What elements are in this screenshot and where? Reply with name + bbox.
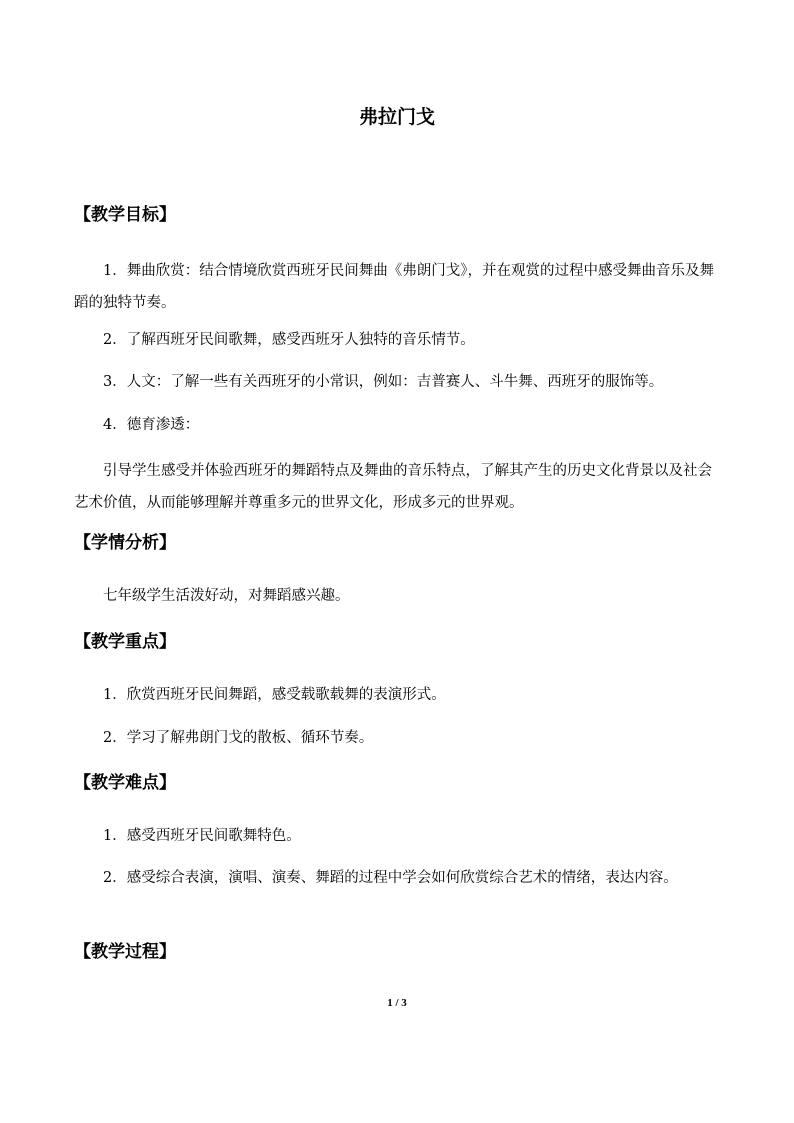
difficulty-item-2: 2．感受综合表演，演唱、演奏、舞蹈的过程中学会如何欣赏综合艺术的情绪，表达内容。: [103, 870, 678, 886]
key-point-item-2: 2．学习了解弗朗门戈的散板、循环节奏。: [103, 730, 374, 746]
page-title: 弗拉门戈: [358, 106, 435, 128]
heading-objectives: 【教学目标】: [74, 205, 176, 225]
objective-item-4-text: 引导学生感受并体验西班牙的舞蹈特点及舞曲的音乐特点，了解其产生的历史文化背景以及社会艺术价值，从而能够理解并尊重多元的世界文化，形成多元的世界观。: [74, 463, 712, 511]
analysis-text: 七年级学生活泼好动，对舞蹈感兴趣。: [103, 588, 350, 604]
heading-analysis: 【学情分析】: [74, 533, 176, 553]
difficulty-item-1: 1．感受西班牙民间歌舞特色。: [103, 828, 301, 844]
heading-key-points: 【教学重点】: [74, 632, 176, 652]
objective-item-1: 1．舞曲欣赏：结合情境欣赏西班牙民间舞曲《弗朗门戈》，并在观赏的过程中感受舞曲音乐及舞蹈的独特节奏。: [74, 263, 714, 311]
heading-process: 【教学过程】: [74, 942, 176, 962]
objective-item-3: 3．人文：了解一些有关西班牙的小常识，例如：吉普赛人、斗牛舞、西班牙的服饰等。: [103, 374, 664, 390]
key-point-item-1: 1．欣赏西班牙民间舞蹈，感受载歌载舞的表演形式。: [103, 687, 446, 703]
objective-item-4: 4．德育渗透：: [103, 417, 200, 433]
page-number: 1 / 3: [387, 997, 407, 1009]
heading-difficulties: 【教学难点】: [74, 773, 176, 793]
objective-item-2: 2．了解西班牙民间歌舞，感受西班牙人独特的音乐情节。: [103, 332, 475, 348]
